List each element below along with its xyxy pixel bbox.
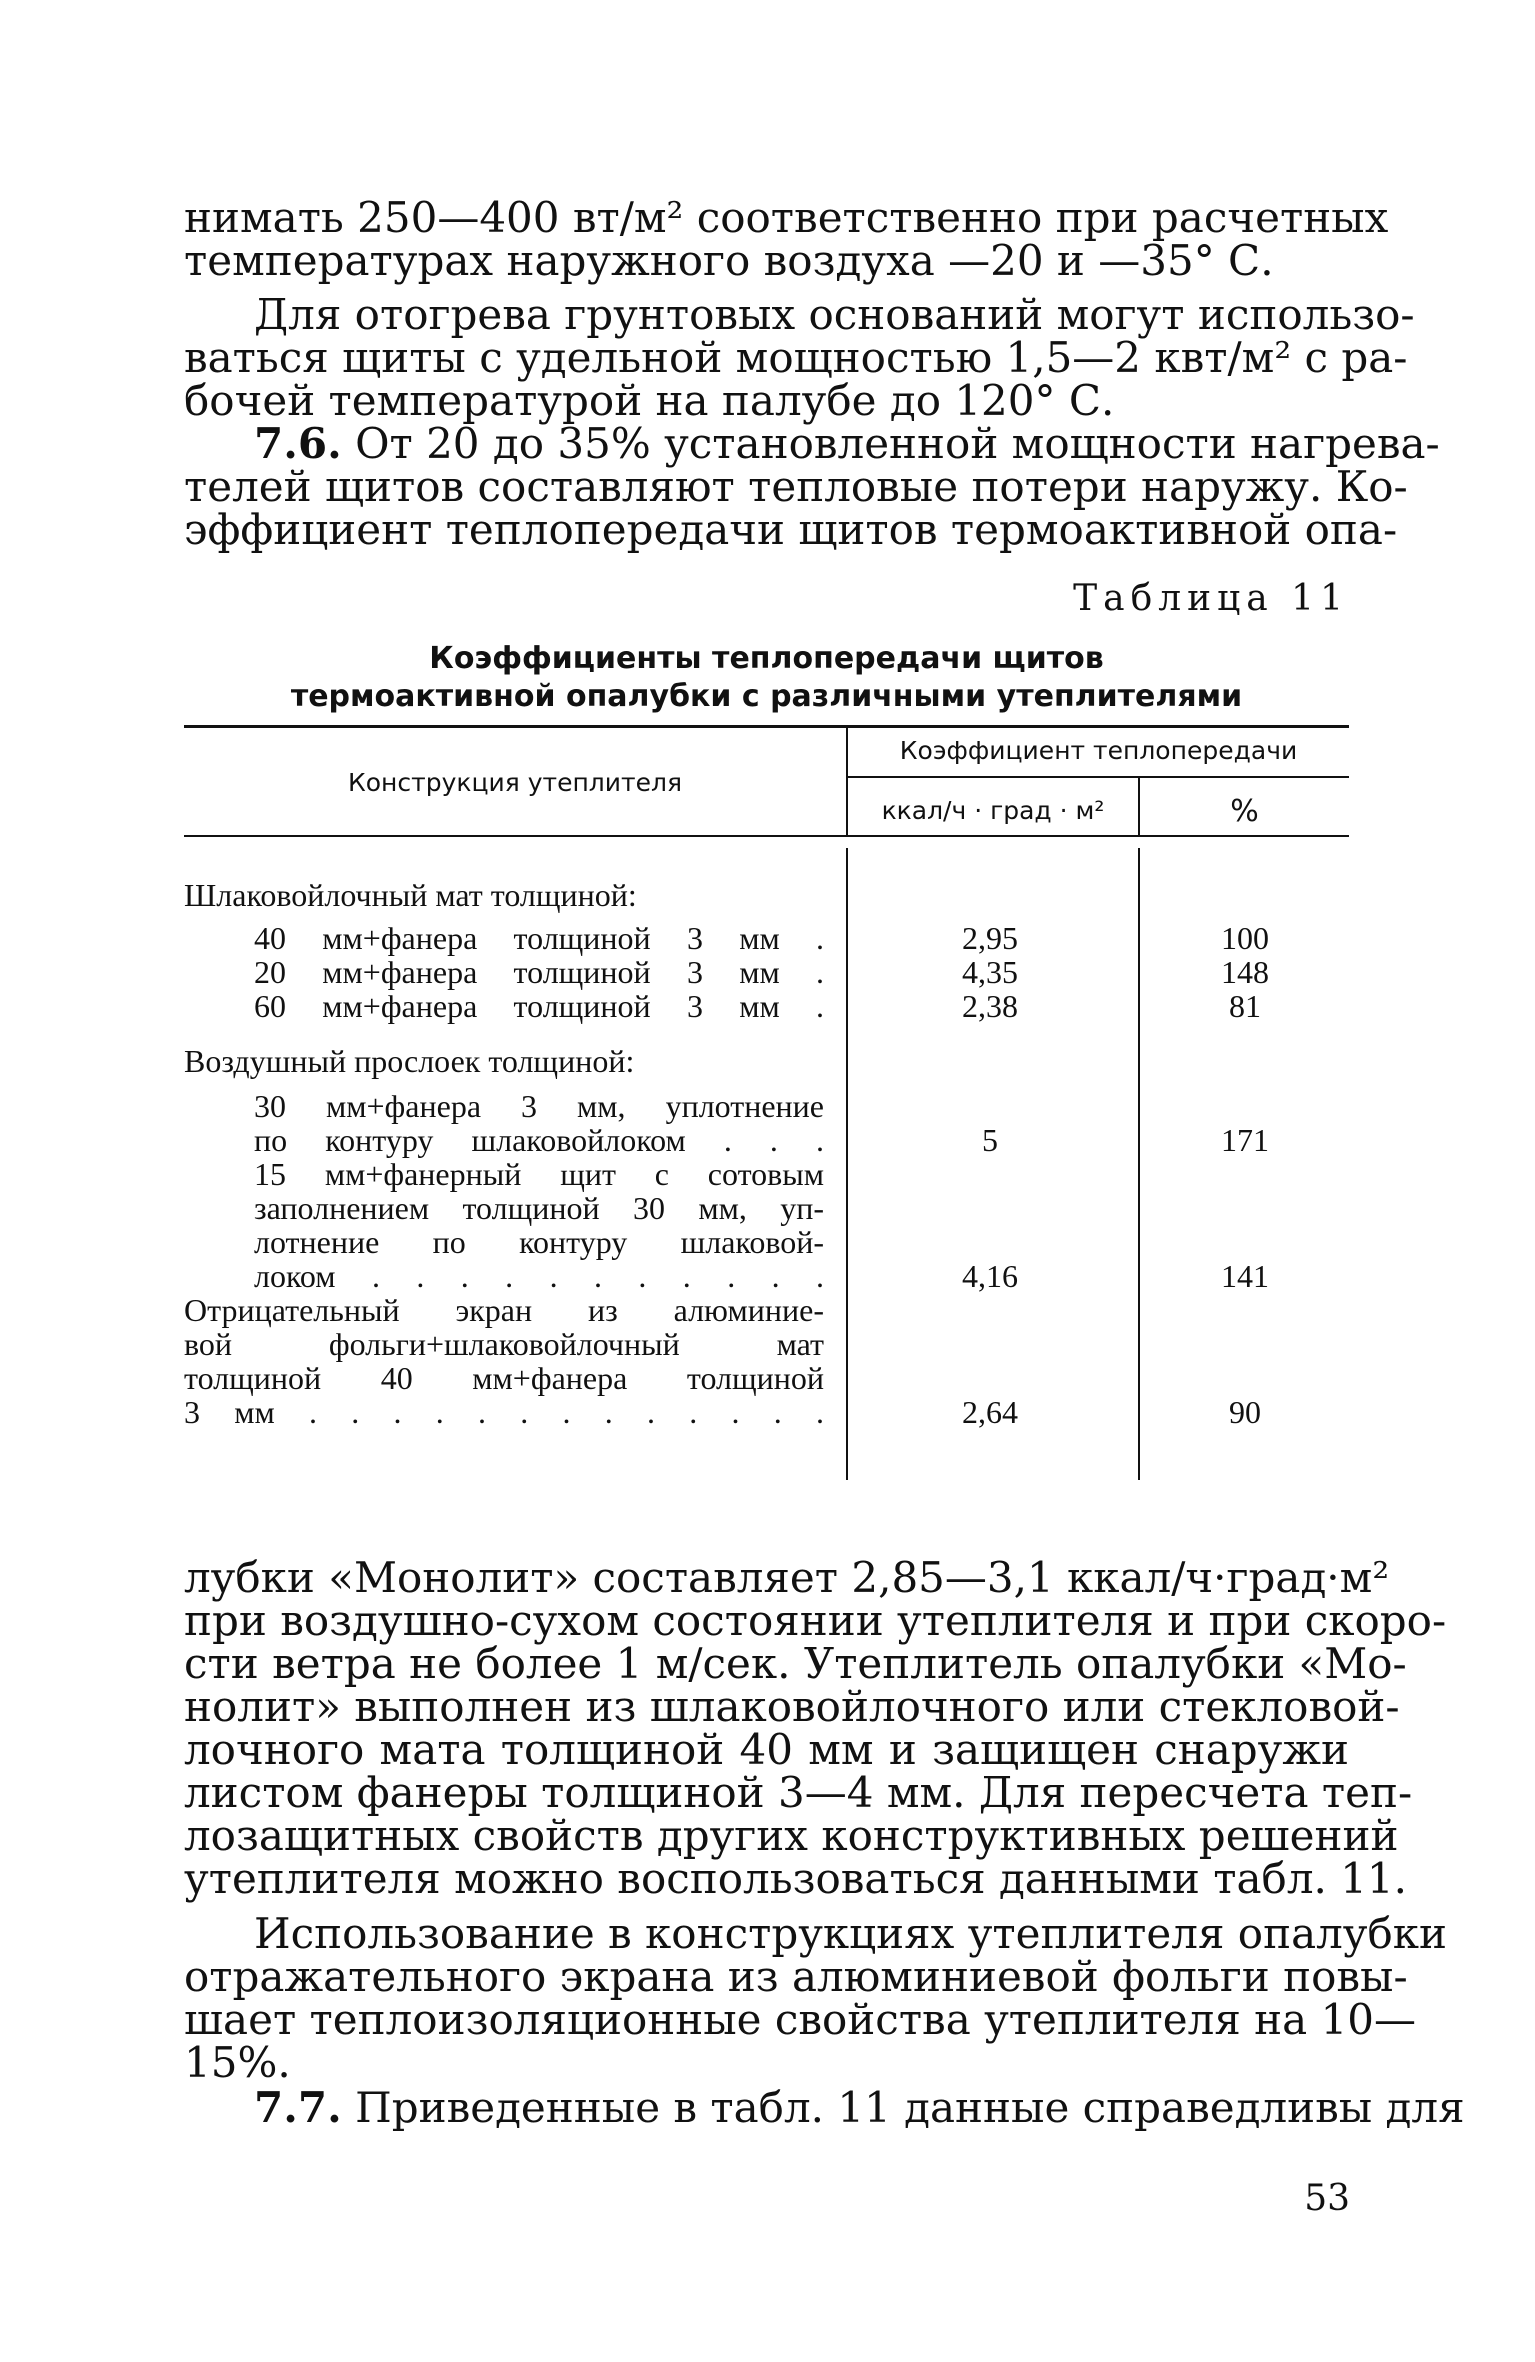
header-bottom-rule [184,835,1349,837]
section-number: 7.6. [254,419,342,468]
text-line: температурах наружного воздуха —20 и —35° С. [184,236,1274,285]
table-row: 15 мм+фанерный щит с сотовым заполнением толщиной 30 мм, уп- лотнение по контуру шлаковой- локом . . . . . . . . . . . [254,1156,824,1294]
header-subdivider [848,776,1349,778]
percent-value: 148 [1221,954,1269,990]
table-row: Отрицательный экран из алюминие- вой фольги+шлаковойлочный мат толщиной 40 мм+фанера толщиной 3 мм . . . . . . . . . . . . . [184,1292,824,1430]
header-percent: % [1230,794,1259,829]
header-construction: Конструкция утеплителя [348,768,682,797]
paragraph-thawing [184,290,1415,425]
percent-value: 141 [1221,1258,1269,1294]
text-line: эффициент теплопередачи щитов термоактивной опа- [184,505,1398,554]
percent-value: 90 [1229,1394,1261,1430]
table-top-rule [184,725,1349,728]
coefficient-value: 4,16 [962,1258,1018,1294]
table-label: Таблица 11 [1073,578,1349,619]
table-title-line: термоактивной опалубки с различными утеплителями [290,679,1243,714]
text-line: 7.6. От 20 до 35% установленной мощности нагрева- [254,419,1440,468]
text-line: листом фанеры толщиной 3—4 мм. Для пересчета теп- [184,1768,1413,1817]
section-number: 7.7. [254,2083,342,2132]
text-line: лубки «Монолит» составляет 2,85—3,1 ккал/ч·град·м² [184,1553,1390,1602]
text-line: утеплителя можно воспользоваться данными табл. 11. [184,1854,1408,1903]
text-line: сти ветра не более 1 м/сек. Утеплитель опалубки «Мо- [184,1639,1407,1688]
paragraph-foil [184,1909,1448,2087]
header-unit: ккал/ч · град · м² [881,796,1105,825]
group-title: Шлаковойлочный мат толщиной: [184,877,637,913]
coefficient-value: 5 [982,1122,998,1158]
column-divider [846,848,848,1480]
table-title-line: Коэффициенты теплопередачи щитов [429,641,1104,676]
text-line: нолит» выполнен из шлаковойлочного или стекловой- [184,1682,1400,1731]
text-line: 15%. [184,2038,291,2087]
paragraph-continuation [184,193,1389,285]
text-line: шает теплоизоляционные свойства утеплителя на 10— [184,1995,1417,2044]
coefficient-value: 4,35 [962,954,1018,990]
table-row: 60 мм+фанера толщиной 3 мм . [254,988,824,1024]
table-title [184,640,1349,716]
text-line: ваться щиты с удельной мощностью 1,5—2 квт/м² с ра- [184,333,1408,382]
percent-value: 100 [1221,920,1269,956]
coefficient-value: 2,64 [962,1394,1018,1430]
group-title: Воздушный прослоек толщиной: [184,1043,635,1079]
paragraph-monolit [184,1553,1447,1903]
text-line: отражательного экрана из алюминиевой фольги повы- [184,1952,1408,2001]
page-number: 53 [1304,2178,1350,2219]
text-line: 7.7. Приведенные в табл. 11 данные справедливы для [254,2083,1465,2132]
text-line: лозащитных свойств других конструктивных решений [184,1811,1399,1860]
text-line: бочей температурой на палубе до 120° С. [184,376,1115,425]
text-line: телей щитов составляют тепловые потери наружу. Ко- [184,462,1408,511]
table-row: 40 мм+фанера толщиной 3 мм . [254,920,824,956]
paragraph-section-7-7 [184,2083,1465,2132]
text-line: нимать 250—400 вт/м² соответственно при расчетных [184,193,1389,242]
coefficient-value: 2,38 [962,988,1018,1024]
text-line: Для отогрева грунтовых оснований могут использо- [254,290,1415,339]
percent-value: 81 [1229,988,1261,1024]
table-row: 30 мм+фанера 3 мм, уплотнение по контуру шлаковойлоком . . . [254,1088,824,1158]
percent-value: 171 [1221,1122,1269,1158]
paragraph-section-7-6 [184,419,1440,554]
text-line: Использование в конструкциях утеплителя опалубки [254,1909,1448,1958]
text-line: при воздушно-сухом состоянии утеплителя и при скоро- [184,1596,1447,1645]
header-coefficient: Коэффициент теплопередачи [899,736,1298,765]
table-row: 20 мм+фанера толщиной 3 мм . [254,954,824,990]
coefficient-value: 2,95 [962,920,1018,956]
text-line: лочного мата толщиной 40 мм и защищен снаружи [184,1725,1349,1774]
